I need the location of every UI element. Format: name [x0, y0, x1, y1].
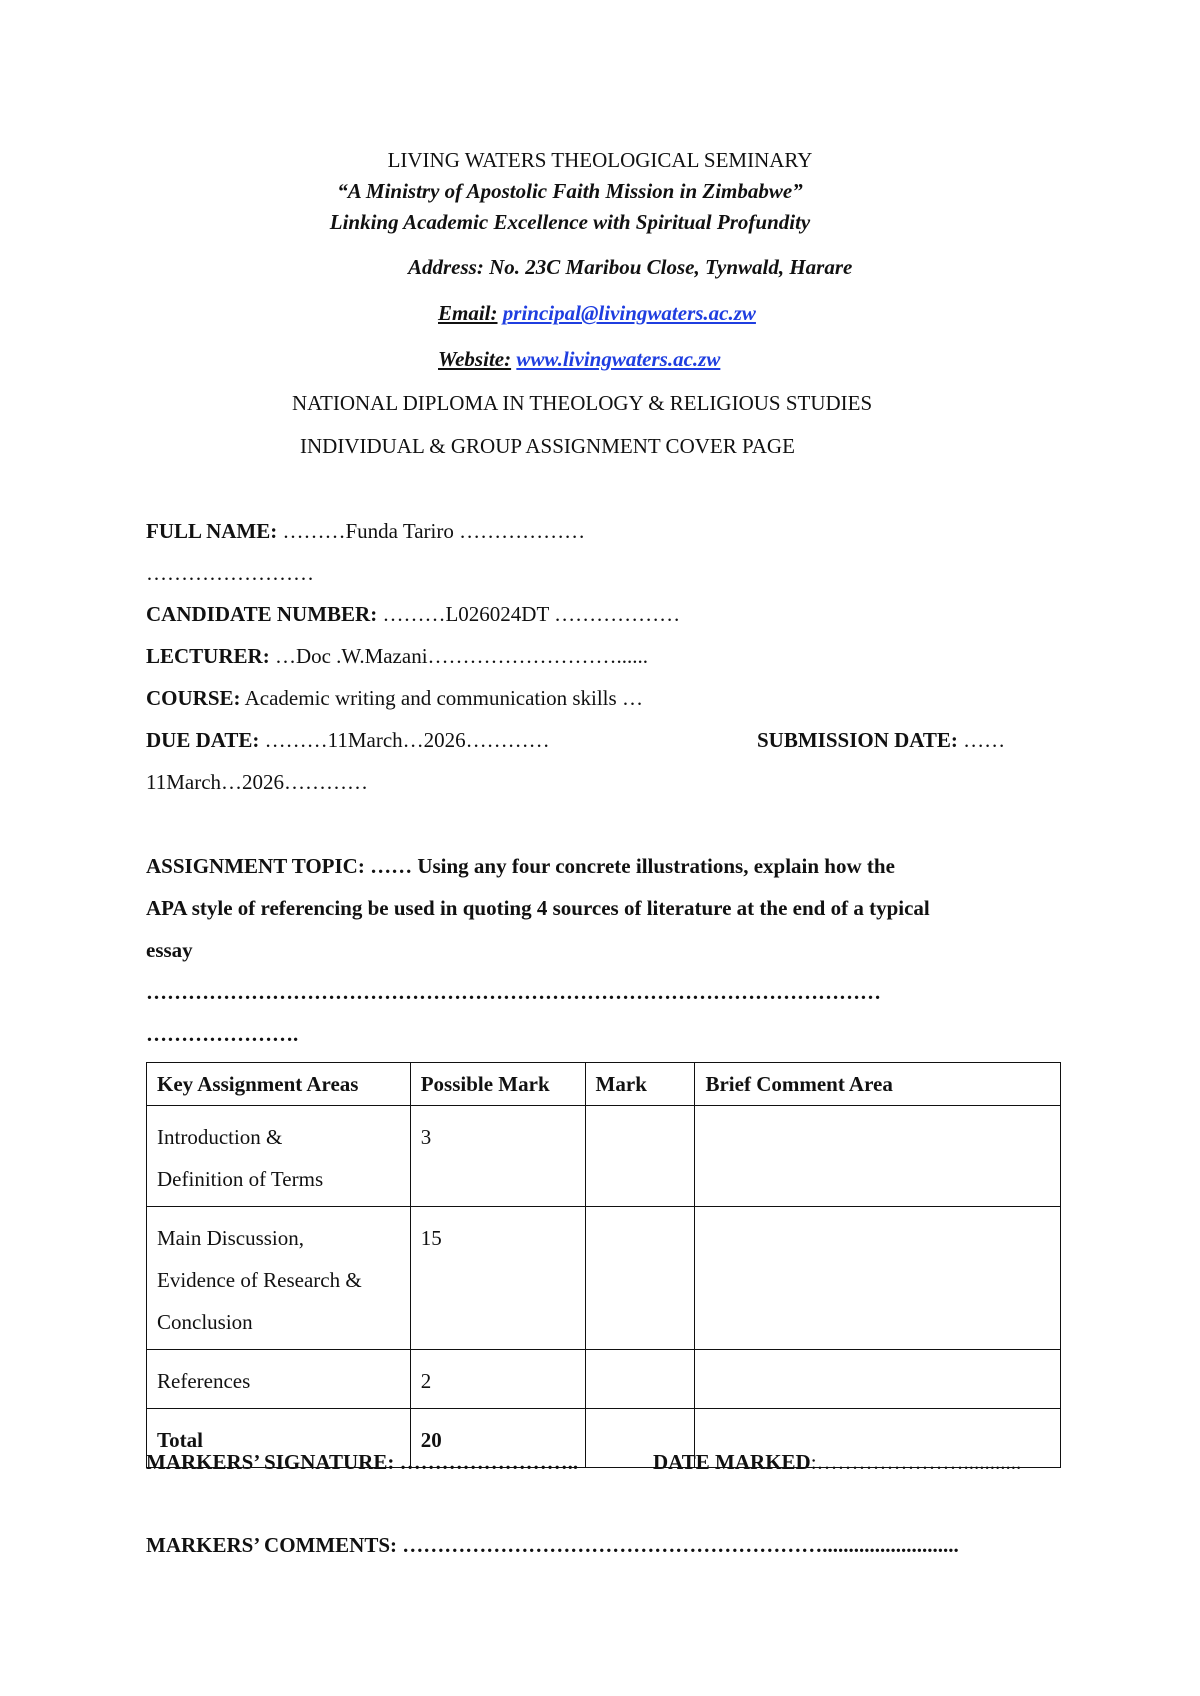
assignment-topic-text-1: …… Using any four concrete illustrations, explain how the	[364, 854, 895, 878]
full-name-continuation: ……………………	[146, 561, 314, 585]
row-possible-mark: 3	[410, 1106, 585, 1207]
lecturer-field	[146, 643, 648, 669]
course-value: Academic writing and communication skills …	[240, 686, 643, 710]
full-name-field	[146, 518, 585, 544]
row-area: Main Discussion, Evidence of Research & Conclusion	[147, 1207, 411, 1350]
due-date-label: DUE DATE:	[146, 728, 260, 752]
course-field	[146, 685, 643, 711]
candidate-number-label: CANDIDATE NUMBER:	[146, 602, 378, 626]
website-line	[438, 346, 720, 372]
full-name-label: FULL NAME:	[146, 519, 278, 543]
ministry-tagline: “A Ministry of Apostolic Faith Mission in Zimbabwe”	[337, 179, 803, 203]
cover-page-title: INDIVIDUAL & GROUP ASSIGNMENT COVER PAGE	[300, 434, 795, 458]
program-title: NATIONAL DIPLOMA IN THEOLOGY & RELIGIOUS STUDIES	[292, 391, 873, 415]
table-header-row	[147, 1063, 1061, 1106]
course-label: COURSE:	[146, 686, 241, 710]
date-marked-field	[653, 1449, 1021, 1475]
assignment-topic-line-3: essay	[146, 938, 193, 962]
submission-date-value: ……	[957, 728, 1006, 752]
table-row	[147, 1207, 1061, 1350]
table-row	[147, 1106, 1061, 1207]
markers-comments-label: MARKERS’ COMMENTS:	[146, 1533, 398, 1557]
header-key-areas: Key Assignment Areas	[147, 1063, 411, 1106]
address-label: Address:	[408, 255, 484, 279]
full-name-value: ………Funda Tariro ………………	[277, 519, 586, 543]
motto: Linking Academic Excellence with Spiritual Profundity	[329, 210, 811, 234]
topic-dotted-line-1: ……………………………………………………………………………………………	[146, 980, 881, 1004]
header-comment-area: Brief Comment Area	[695, 1063, 1061, 1106]
date-marked-value: :…………………...........	[810, 1450, 1022, 1474]
lecturer-value: …Doc .W.Mazani………………………......	[269, 644, 649, 668]
website-label: Website:	[438, 347, 512, 371]
website-link[interactable]: www.livingwaters.ac.zw	[516, 347, 721, 371]
row-possible-mark: 15	[410, 1207, 585, 1350]
row-comment	[695, 1106, 1061, 1207]
row-area: Introduction & Definition of Terms	[147, 1106, 411, 1207]
email-label: Email:	[438, 301, 498, 325]
assignment-topic-line-1	[146, 853, 895, 879]
candidate-number-field	[146, 601, 680, 627]
submission-date-field	[757, 727, 1005, 753]
markers-comments-value: ……………………………………………………..........................	[397, 1533, 959, 1557]
due-date-value: ………11March…2026…………	[259, 728, 550, 752]
institution-name: LIVING WATERS THEOLOGICAL SEMINARY	[387, 148, 813, 172]
submission-date-label: SUBMISSION DATE:	[757, 728, 958, 752]
header-mark: Mark	[585, 1063, 695, 1106]
total-label: Total	[147, 1409, 411, 1468]
row-mark	[585, 1106, 695, 1207]
date-marked-label: DATE MARKED	[653, 1450, 811, 1474]
lecturer-label: LECTURER:	[146, 644, 270, 668]
marking-table	[146, 1062, 1061, 1468]
header-possible-mark: Possible Mark	[410, 1063, 585, 1106]
row-mark	[585, 1207, 695, 1350]
email-line	[438, 300, 756, 326]
markers-signature-value: ……………………..	[394, 1450, 579, 1474]
row-area: References	[147, 1350, 411, 1409]
due-date-field	[146, 727, 550, 753]
topic-dotted-line-2: ………………….	[146, 1022, 299, 1046]
table-row	[147, 1350, 1061, 1409]
markers-signature-field	[146, 1449, 578, 1475]
markers-comments-field	[146, 1532, 959, 1558]
address-line	[408, 254, 852, 280]
row-comment	[695, 1350, 1061, 1409]
total-value: 20	[410, 1409, 585, 1468]
assignment-topic-line-2: APA style of referencing be used in quoting 4 sources of literature at the end of a typical	[146, 896, 930, 920]
submission-date-continuation: 11March…2026…………	[146, 770, 369, 794]
row-possible-mark: 2	[410, 1350, 585, 1409]
markers-signature-label: MARKERS’ SIGNATURE:	[146, 1450, 395, 1474]
assignment-topic-label: ASSIGNMENT TOPIC:	[146, 854, 365, 878]
email-link[interactable]: principal@livingwaters.ac.zw	[502, 301, 756, 325]
address-value: No. 23C Maribou Close, Tynwald, Harare	[489, 255, 853, 279]
candidate-number-value: ………L026024DT ………………	[377, 602, 681, 626]
row-mark	[585, 1350, 695, 1409]
row-comment	[695, 1207, 1061, 1350]
